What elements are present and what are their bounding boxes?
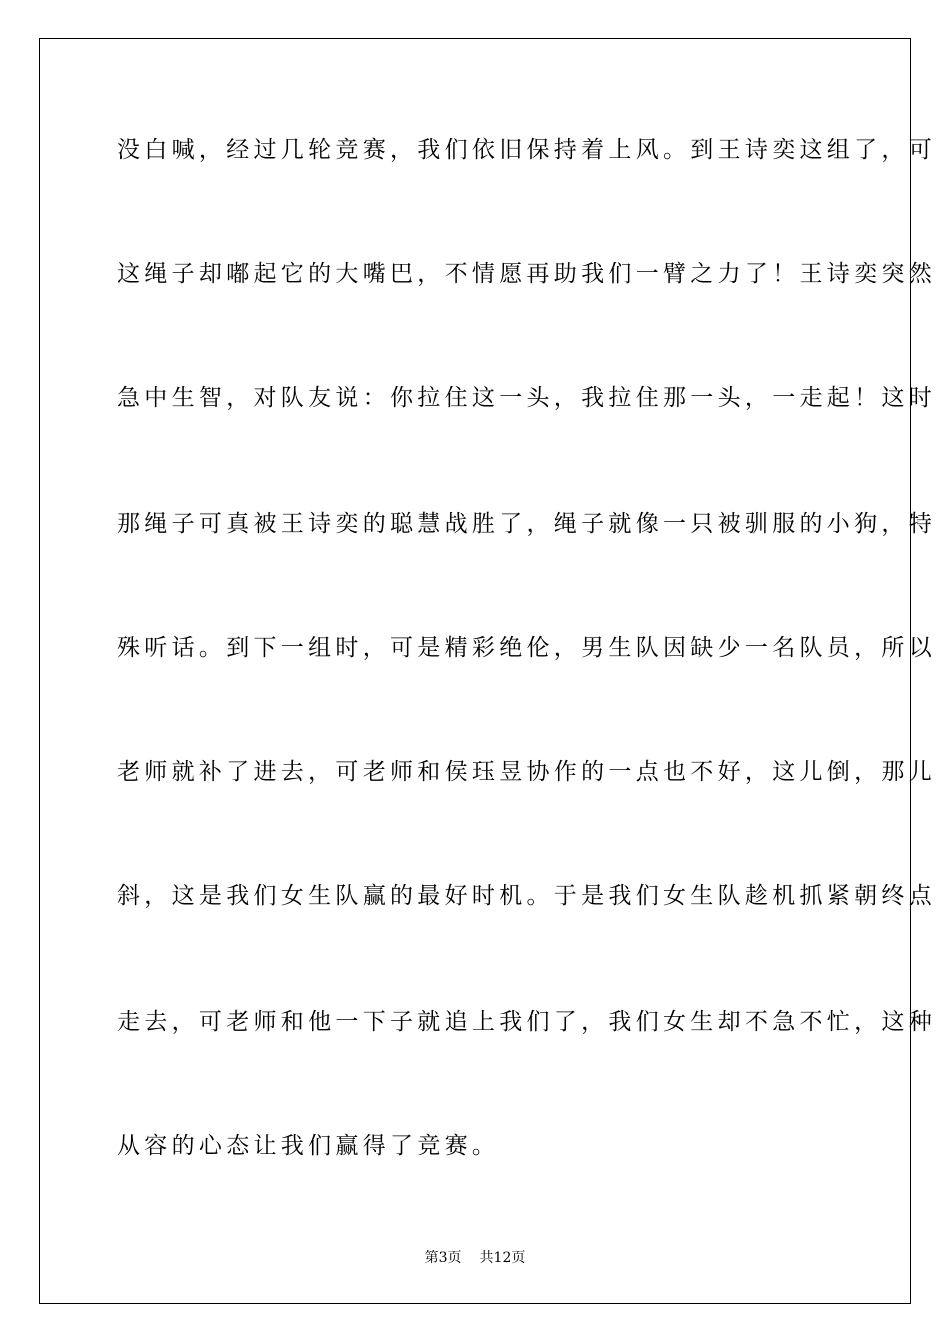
paragraph-line: 从容的心态让我们赢得了竞赛。 xyxy=(117,1133,500,1159)
page-total: 共12页 xyxy=(479,1250,526,1266)
paragraph-line: 走去，可老师和他一下子就追上我们了，我们女生却不急不忙，这种 xyxy=(117,1009,936,1035)
page-number: 第3页 xyxy=(424,1250,462,1266)
paragraph-line: 急中生智，对队友说：你拉住这一头，我拉住那一头，一走起！这时 xyxy=(117,385,936,411)
paragraph-line: 没白喊，经过几轮竞赛，我们依旧保持着上风。到王诗奕这组了，可 xyxy=(117,137,936,163)
page-footer xyxy=(0,1249,950,1267)
paragraph-line: 那绳子可真被王诗奕的聪慧战胜了，绳子就像一只被驯服的小狗，特 xyxy=(117,511,936,537)
paragraph-line: 老师就补了进去，可老师和侯珏昱协作的一点也不好，这儿倒，那儿 xyxy=(117,759,936,785)
paragraph-line: 殊听话。到下一组时，可是精彩绝伦，男生队因缺少一名队员，所以 xyxy=(117,635,936,661)
page-border xyxy=(39,38,936,1304)
paragraph-line: 这绳子却嘟起它的大嘴巴，不情愿再助我们一臂之力了！王诗奕突然 xyxy=(117,261,936,287)
paragraph-line: 斜，这是我们女生队赢的最好时机。于是我们女生队趁机抓紧朝终点 xyxy=(117,883,936,909)
